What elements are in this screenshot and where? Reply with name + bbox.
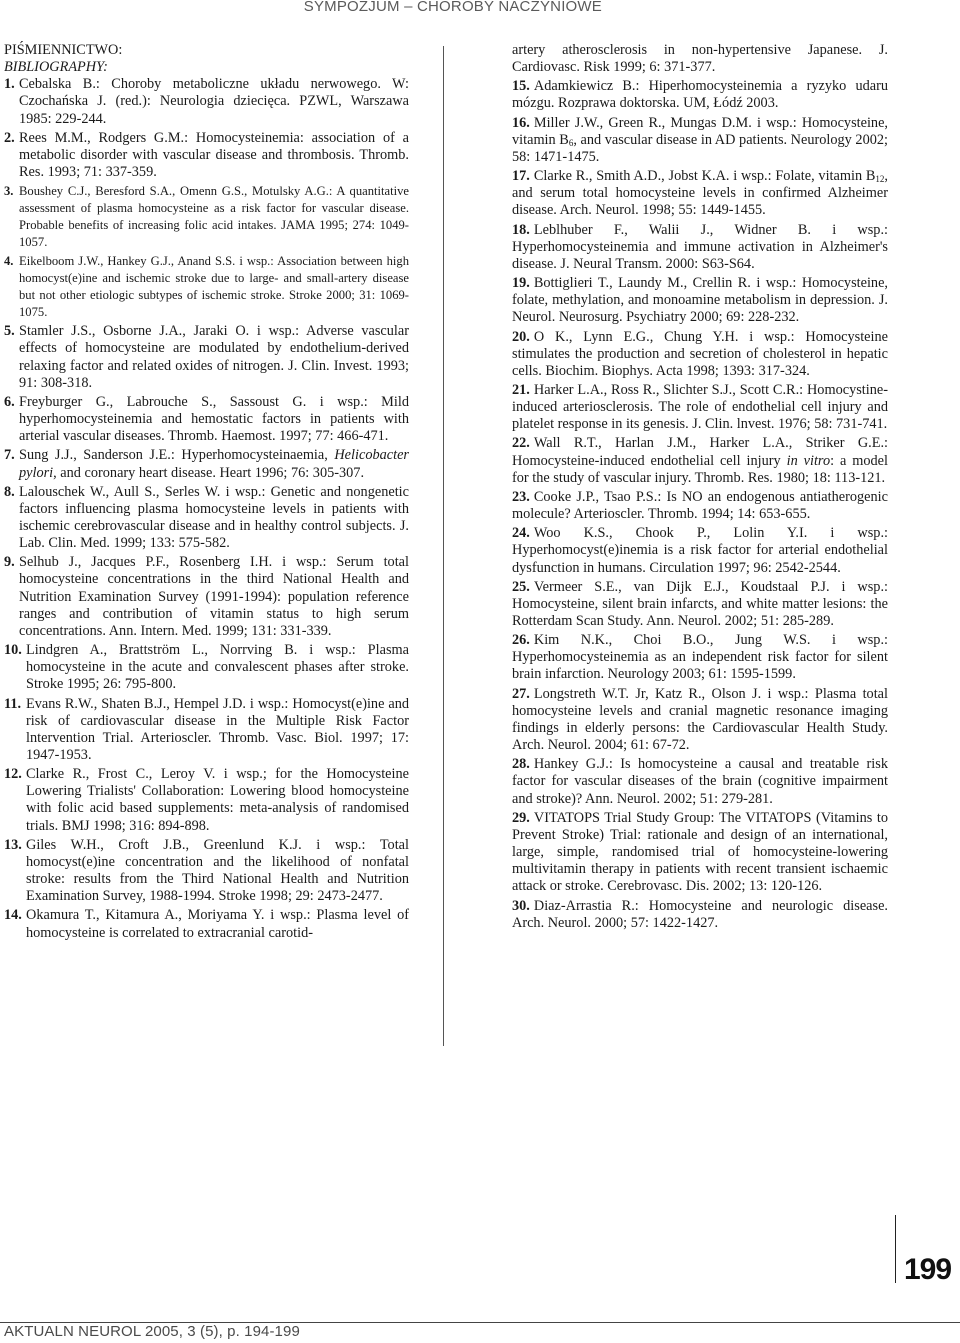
- reference-item: [512, 525, 888, 576]
- reference-text-tail: : a model for the study of vascular injury. Thromb. Res. 1980; 18: 113-121.: [512, 452, 888, 486]
- reference-number: 7.: [4, 447, 15, 464]
- reference-number: 19.: [512, 275, 530, 292]
- page-number: 199: [904, 1253, 952, 1286]
- reference-item: [4, 130, 409, 181]
- reference-item: [4, 837, 409, 906]
- heading-english: BIBLIOGRAPHY:: [4, 59, 108, 76]
- reference-item: [4, 554, 409, 640]
- reference-item: [512, 632, 888, 683]
- reference-item: [512, 329, 888, 380]
- reference-number: 29.: [512, 809, 530, 826]
- reference-text: Stamler J.S., Osborne J.A., Jaraki O. i wsp.: Adverse vascular effects of homocysteine are modulated by endothelium-derived relaxing factor and related oxides of nitrogen. J. Clin. Invest. 1993; 91: 308-318.: [19, 323, 409, 391]
- reference-number: 12.: [4, 766, 22, 783]
- reference-item: [4, 394, 409, 445]
- reference-item: [512, 222, 888, 273]
- reference-text: Rees M.M., Rodgers G.M.: Homocysteinemia: association of a metabolic disorder with vascular disease and thrombosis. Thromb. Res. 1993; 71: 337-359.: [19, 129, 409, 181]
- reference-number: 9.: [4, 554, 15, 571]
- reference-number: 8.: [4, 483, 15, 500]
- reference-number: 4.: [4, 254, 14, 269]
- reference-item: [4, 484, 409, 553]
- reference-text: Wall R.T., Harlan J.M., Harker L.A., Striker G.E.: Homocysteine-induced endothelial cell injury: [512, 435, 888, 469]
- reference-text: Lindgren A., Brattström L., Norrving B. i wsp.: Plasma homocysteine in the acute and convalescent phases after stroke. Stroke 1995; 26: 795-800.: [26, 642, 409, 693]
- reference-number: 22.: [512, 435, 530, 452]
- reference-item: [4, 907, 409, 941]
- reference-item: [512, 435, 888, 486]
- reference-number: 3.: [4, 184, 14, 199]
- reference-subscript: 12: [875, 174, 885, 185]
- reference-text: Miller J.W., Green R., Mungas D.M. i wsp.: Homocysteine, vitamin B: [512, 114, 888, 148]
- reference-subscript: 6: [568, 137, 574, 148]
- reference-number: 25.: [512, 578, 530, 595]
- reference-item: [512, 489, 888, 523]
- heading-polish: PIŚMIENNICTWO:: [4, 42, 123, 58]
- reference-number: 18.: [512, 221, 530, 238]
- reference-text: Evans R.W., Shaten B.J., Hempel J.D. i wsp.: Homocyst(e)ine and risk of cardiovascular disease in the Multiple Risk Factor lntervention Trial. Arterioscler. Thromb. Vasc. Biol. 1997; 17: 1947-1953.: [26, 695, 409, 763]
- reference-item: [4, 642, 409, 693]
- bibliography-right-column: [512, 42, 888, 934]
- reference-number: 13.: [4, 836, 22, 853]
- reference-text-tail: , and serum total homocysteine levels in confirmed Alzheimer disease. Arch. Neurol. 1998; 55: 1449-1455.: [512, 168, 888, 219]
- reference-text: Giles W.H., Croft J.B., Greenlund K.J. i wsp.: Total homocyst(e)ine concentration and the likelihood of nonfatal stroke: results from the Third National Health and Nutrition Examination Survey, 1988-1994. Stroke 1998; 29: 2473-2477.: [26, 836, 409, 905]
- reference-text: Okamura T., Kitamura A., Moriyama Y. i wsp.: Plasma level of homocysteine is correlated to extracranial carotid-: [26, 907, 409, 941]
- reference-text: Adamkiewicz B.: Hiperhomocysteinemia a ryzyko udaru mózgu. Rozprawa doktorska. UM, Łódź 2003.: [512, 78, 888, 112]
- journal-citation-footer: AKTUALN NEUROL 2005, 3 (5), p. 194-199: [4, 1323, 300, 1340]
- reference-text: Eikelboom J.W., Hankey G.J., Anand S.S. i wsp.: Association between high homocyst(e)ine and ischemic stroke due to large- and small-artery disease but not other etiologic subtypes of ischemic stroke. Stroke 2000; 31: 1069-1075.: [19, 254, 409, 320]
- reference-number: 5.: [4, 323, 15, 340]
- reference-text: Diaz-Arrastia R.: Homocysteine and neurologic disease. Arch. Neurol. 2000; 57: 1422-1427.: [512, 897, 888, 931]
- reference-item: [4, 696, 409, 765]
- reference-text: Woo K.S., Chook P., Lolin Y.I. i wsp.: Hyperhomocyst(e)inemia is a risk factor for arterial endothelial dysfunction in humans. Circulation 1997; 96: 2542-2544.: [512, 525, 888, 576]
- reference-number: 27.: [512, 685, 530, 702]
- reference-item: [512, 579, 888, 630]
- reference-number: 10.: [4, 642, 22, 659]
- reference-text: Cebalska B.: Choroby metaboliczne układu nerwowego. W: Czochańska J. (red.): Neurologia dziecięca. PZWL, Warszawa 1985: 229-244.: [19, 76, 409, 127]
- reference-number: 15.: [512, 78, 530, 95]
- reference-number: 6.: [4, 393, 15, 410]
- reference-text: Cooke J.P., Tsao P.S.: Is NO an endogenous antiatherogenic molecule? Arterioscler. Thromb. 1994; 14: 653-655.: [512, 488, 888, 523]
- reference-text: Kim N.K., Choi B.O., Jung W.S. i wsp.: Hyperhomocysteinemia as an independent risk factor for silent brain infarction. Neurology 2003; 61: 1595-1599.: [512, 632, 888, 683]
- reference-item: [4, 766, 409, 835]
- reference-text: Clarke R., Smith A.D., Jobst K.A. i wsp.: Folate, vitamin B: [533, 168, 876, 185]
- reference-item: [512, 898, 888, 932]
- reference-number: 16.: [512, 114, 530, 131]
- reference-text-tail: , and vascular disease in AD patients. Neurology 2002; 58: 1471-1475.: [512, 131, 888, 165]
- reference-item: [512, 382, 888, 433]
- reference-text: Clarke R., Frost C., Leroy V. i wsp.; for the Homocysteine Lowering Trialists' Collaboration: Lowering blood homocysteine with folic acid based supplements: meta-analysis of randomised trials. BMJ 1998; 316: 894-898.: [26, 766, 409, 834]
- reference-text-tail: , and coronary heart disease. Heart 1996; 76: 305-307.: [53, 464, 365, 481]
- column-divider: [443, 46, 444, 1046]
- reference-item: [4, 253, 409, 321]
- reference-text: Boushey C.J., Beresford S.A., Omenn G.S., Motulsky A.G.: A quantitative assessment of plasma homocysteine as a risk factor for vascular disease. Probable benefits of increasing folic acid intakes. JAMA 1995; 274: 1049-1057.: [19, 184, 409, 250]
- reference-item: [512, 115, 888, 166]
- reference-item: [512, 168, 888, 219]
- reference-text: Vermeer S.E., van Dijk E.J., Koudstaal P.J. i wsp.: Homocysteine, silent brain infarcts, and white matter lesions: the Rotterdam Scan Study. Ann. Neurol. 2002; 51: 285-289.: [512, 578, 888, 629]
- reference-item: [4, 323, 409, 392]
- reference-item: [512, 275, 888, 326]
- reference-text: Harker L.A., Ross R., Slichter S.J., Scott C.R.: Homocystine-induced arteriosclerosis. The role of endothelial cell injury and platelet response in its genesis. J. Clin. lnvest. 1976; 58: 731-741.: [512, 381, 888, 433]
- reference-text: Bottiglieri T., Laundy M., Crellin R. i wsp.: Homocysteine, folate, methylation, and monoamine metabolism in depression. J. Neurol. Neurosurg. Psychiatry 2000; 69: 228-232.: [512, 275, 888, 326]
- reference-number: 14.: [4, 907, 22, 924]
- reference-number: 28.: [512, 756, 530, 773]
- reference-number: 20.: [512, 328, 530, 345]
- reference-number: 11.: [4, 695, 22, 712]
- reference-text: VITATOPS Trial Study Group: The VITATOPS (Vitamins to Prevent Stroke) Trial: rationale and design of an international, large, simple, randomised trial of homocysteine-lowering multivitamin therapy in patients with recent transient ischaemic attack or stroke. Cerebrovasc. Dis. 2002; 13: 120-126.: [512, 809, 888, 895]
- bibliography-left-column: [4, 42, 409, 944]
- reference-item: [4, 76, 409, 127]
- reference-continuation: artery atherosclerosis in non-hypertensive Japanese. J. Cardiovasc. Risk 1999; 6: 371-377.: [512, 42, 888, 76]
- reference-italic-term: Helicobacter pylori: [19, 447, 409, 481]
- reference-number: 1.: [4, 76, 15, 93]
- reference-number: 17.: [512, 168, 530, 185]
- reference-text: Freyburger G., Labrouche S., Sassoust G. i wsp.: Mild hyperhomocysteinemia and hemostatic factors in patients with arterial vascular diseases. Thromb. Haemost. 1997; 77: 466-471.: [19, 393, 409, 445]
- reference-number: 2.: [4, 129, 15, 146]
- reference-text: Hankey G.J.: Is homocysteine a causal and treatable risk factor for vascular diseases of the brain (cognitive impairment and stroke)? Ann. Neurol. 2002; 51: 279-281.: [512, 756, 888, 807]
- reference-item: [512, 756, 888, 807]
- page-number-rule: [895, 1215, 896, 1283]
- running-header-title: SYMPOZJUM – CHOROBY NACZYNIOWE: [303, 0, 602, 15]
- reference-text: Longstreth W.T. Jr, Katz R., Olson J. i wsp.: Plasma total homocysteine levels and cranial magnetic resonance imaging findings in elderly persons: the Cardiovascular Health Study. Arch. Neurol. 2004; 61: 67-72.: [512, 685, 888, 754]
- reference-item: [4, 183, 409, 251]
- reference-number: 30.: [512, 897, 530, 914]
- reference-number: 26.: [512, 632, 530, 649]
- reference-item: [512, 78, 888, 112]
- reference-text: Sung J.J., Sanderson J.E.: Hyperhomocysteinaemia,: [19, 447, 335, 464]
- reference-number: 23.: [512, 488, 530, 505]
- reference-number: 24.: [512, 525, 530, 542]
- bibliography-heading: [4, 42, 409, 76]
- reference-item: [512, 810, 888, 896]
- reference-text: Leblhuber F., Walii J., Widner B. i wsp.: Hyperhomocysteinemia and immune activation in Alzheimer's disease. J. Neural Transm. 2000: S63-S64.: [512, 221, 888, 272]
- reference-item: [512, 686, 888, 755]
- reference-text: Selhub J., Jacques P.F., Rosenberg I.H. i wsp.: Serum total homocysteine concentrations in the third National Health and Nutrition Examination Survey (1991-1994): population reference ranges and contribution of vitamin status to high serum concentrations. Ann. Intern. Med. 1999; 131: 331-339.: [19, 554, 409, 639]
- reference-text: O K., Lynn E.G., Chung Y.H. i wsp.: Homocysteine stimulates the production and secretion of cholesterol in hepatic cells. Biochim. Biophys. Acta 1998; 1393: 317-324.: [512, 328, 888, 379]
- reference-item: [4, 447, 409, 481]
- reference-number: 21.: [512, 381, 530, 398]
- reference-text: Lalouschek W., Aull S., Serles W. i wsp.: Genetic and nongenetic factors influencing plasma homocysteine levels in patients with ischemic cerebrovascular disease and in healthy control subjects. J. Lab. Clin. Med. 1999; 133: 575-582.: [19, 483, 409, 552]
- running-header: [0, 0, 960, 18]
- reference-italic-term: in vitro: [786, 452, 831, 469]
